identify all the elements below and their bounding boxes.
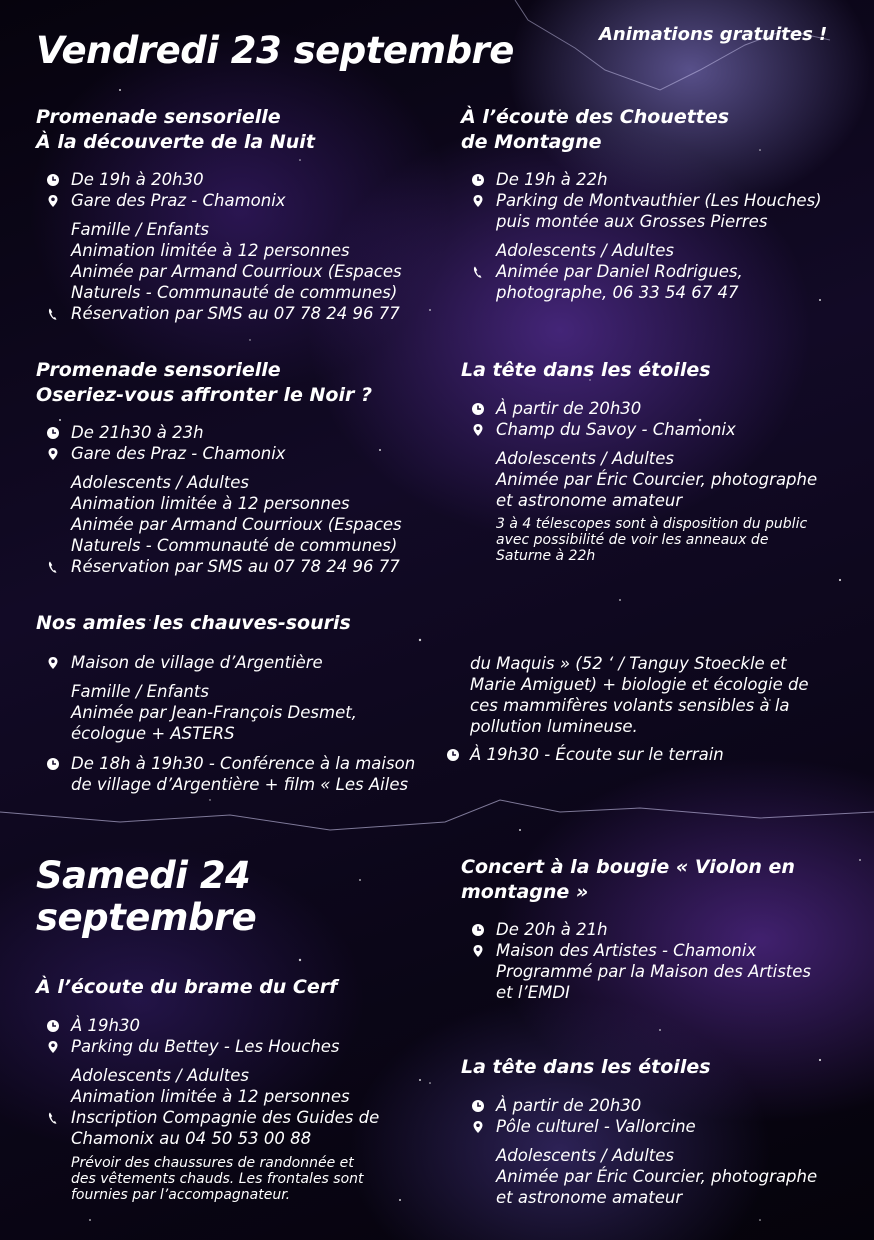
event-concert [461, 855, 795, 905]
event-schedule [71, 753, 415, 795]
clock-icon [471, 923, 485, 937]
event-time: À partir de 20h30 [496, 1096, 642, 1115]
contact-line: Chamonix au 04 50 53 00 88 [71, 1129, 312, 1148]
event-info [496, 1145, 817, 1208]
event-place: Maison de village d’Argentière [71, 653, 323, 672]
event-place: Gare des Praz - Chamonix [71, 444, 286, 463]
event-time: De 19h à 22h [496, 170, 608, 189]
event-contact [496, 261, 743, 303]
event-time: À 19h30 - Écoute sur le terrain [470, 745, 724, 764]
event-title: Oseriez-vous affronter le Noir ? [36, 384, 372, 406]
note-line: Saturne à 22h [496, 548, 596, 564]
clock-icon [46, 757, 60, 771]
contact-line: Animée par Daniel Rodrigues, [496, 262, 743, 281]
info-line: Animée par Armand Courrioux (Espaces [71, 262, 402, 281]
info-line: et astronome amateur [496, 491, 683, 510]
event-title: Concert à la bougie « Violon en [461, 856, 795, 878]
phone-icon [46, 560, 60, 574]
contact-line: photographe, 06 33 54 67 47 [496, 283, 739, 302]
location-pin-icon [471, 194, 485, 208]
event-title: Nos amies les chauves-souris [36, 612, 351, 634]
day-title-saturday [36, 855, 256, 939]
event-title: Promenade sensorielle [36, 106, 281, 128]
place-line: Parking de Montvauthier (Les Houches) [496, 191, 822, 210]
event-continued [470, 653, 809, 737]
event-note [71, 1155, 364, 1203]
note-line: avec possibilité de voir les anneaux de [496, 532, 769, 548]
event-promenade-2 [36, 358, 372, 408]
event-place [496, 940, 811, 1003]
event-info [71, 681, 357, 744]
event-place: Champ du Savoy - Chamonix [496, 420, 736, 439]
info-line: Animée par Armand Courrioux (Espaces [71, 515, 402, 534]
contact-line: Inscription Compagnie des Guides de [71, 1108, 380, 1127]
location-pin-icon [471, 944, 485, 958]
clock-icon [471, 1099, 485, 1113]
day-title-friday: Vendredi 23 septembre [36, 29, 514, 72]
location-pin-icon [471, 423, 485, 437]
phone-icon [471, 265, 485, 279]
place-line: Programmé par la Maison des Artistes [496, 962, 812, 981]
schedule-line: pollution lumineuse. [470, 717, 638, 736]
info-line: écologue + ASTERS [71, 724, 235, 743]
location-pin-icon [471, 1120, 485, 1134]
event-title: La tête dans les étoiles [461, 1056, 711, 1078]
clock-icon [446, 748, 460, 762]
event-place: Gare des Praz - Chamonix [71, 191, 286, 210]
event-info [71, 219, 402, 303]
info-line: Famille / Enfants [71, 220, 209, 239]
event-place [496, 190, 822, 232]
event-booking: Réservation par SMS au 07 78 24 96 77 [71, 557, 400, 576]
info-line: Adolescents / Adultes [496, 1146, 675, 1165]
info-line: Animée par Jean-François Desmet, [71, 703, 357, 722]
note-line: Prévoir des chaussures de randonnée et [71, 1155, 354, 1171]
clock-icon [46, 426, 60, 440]
place-line: puis montée aux Grosses Pierres [496, 212, 768, 231]
event-title: À la découverte de la Nuit [36, 131, 315, 153]
clock-icon [46, 173, 60, 187]
schedule-line: De 18h à 19h30 - Conférence à la maison [71, 754, 416, 773]
event-place: Pôle culturel - Vallorcine [496, 1117, 696, 1136]
location-pin-icon [46, 194, 60, 208]
place-line: et l’EMDI [496, 983, 570, 1002]
info-line: Adolescents / Adultes [71, 1066, 250, 1085]
info-line: Naturels - Communauté de communes) [71, 536, 398, 555]
info-line: et astronome amateur [496, 1188, 683, 1207]
info-line: Animée par Éric Courcier, photographe [496, 1167, 818, 1186]
event-time: De 20h à 21h [496, 920, 608, 939]
event-title: montagne » [461, 881, 589, 903]
event-title: Promenade sensorielle [36, 359, 281, 381]
event-chouettes [461, 105, 729, 155]
day-title-line: Samedi 24 [36, 854, 251, 897]
event-info [71, 472, 402, 556]
clock-icon [471, 402, 485, 416]
event-place: Parking du Bettey - Les Houches [71, 1037, 340, 1056]
info-line: Adolescents / Adultes [496, 449, 675, 468]
event-time: À 19h30 [71, 1016, 140, 1035]
event-time: De 21h30 à 23h [71, 423, 204, 442]
event-title: La tête dans les étoiles [461, 359, 711, 381]
event-contact [71, 1107, 379, 1149]
clock-icon [46, 1019, 60, 1033]
event-time: À partir de 20h30 [496, 399, 642, 418]
schedule-line: du Maquis » (52 ‘ / Tanguy Stoeckle et [470, 654, 787, 673]
schedule-line: Marie Amiguet) + biologie et écologie de [470, 675, 809, 694]
event-time: De 19h à 20h30 [71, 170, 204, 189]
info-line: Adolescents / Adultes [71, 473, 250, 492]
place-line: Maison des Artistes - Chamonix [496, 941, 757, 960]
event-title: À l’écoute des Chouettes [461, 106, 730, 128]
schedule-line: ces mammifères volants sensibles à la [470, 696, 790, 715]
info-line: Naturels - Communauté de communes) [71, 283, 398, 302]
info-line: Animée par Éric Courcier, photographe [496, 470, 818, 489]
event-title: de Montagne [461, 131, 602, 153]
event-info [71, 1065, 350, 1107]
day-title-line: septembre [36, 896, 257, 939]
note-line: 3 à 4 télescopes sont à disposition du public [496, 516, 808, 532]
phone-icon [46, 307, 60, 321]
info-line: Animation limitée à 12 personnes [71, 494, 350, 513]
event-title: À l’écoute du brame du Cerf [36, 976, 338, 998]
info-line: Famille / Enfants [71, 682, 209, 701]
note-line: des vêtements chauds. Les frontales sont [71, 1171, 364, 1187]
note-line: fournies par l’accompagnateur. [71, 1187, 291, 1203]
free-tag: Animations gratuites ! [599, 24, 828, 45]
event-info [496, 448, 817, 511]
info-line: Animation limitée à 12 personnes [71, 1087, 350, 1106]
event-promenade-1 [36, 105, 315, 155]
event-audience: Adolescents / Adultes [496, 241, 675, 260]
schedule-line: de village d’Argentière + film « Les Ailes [71, 775, 409, 794]
clock-icon [471, 173, 485, 187]
location-pin-icon [46, 1040, 60, 1054]
phone-icon [46, 1111, 60, 1125]
location-pin-icon [46, 447, 60, 461]
event-booking: Réservation par SMS au 07 78 24 96 77 [71, 304, 400, 323]
location-pin-icon [46, 656, 60, 670]
event-note [496, 516, 807, 564]
info-line: Animation limitée à 12 personnes [71, 241, 350, 260]
